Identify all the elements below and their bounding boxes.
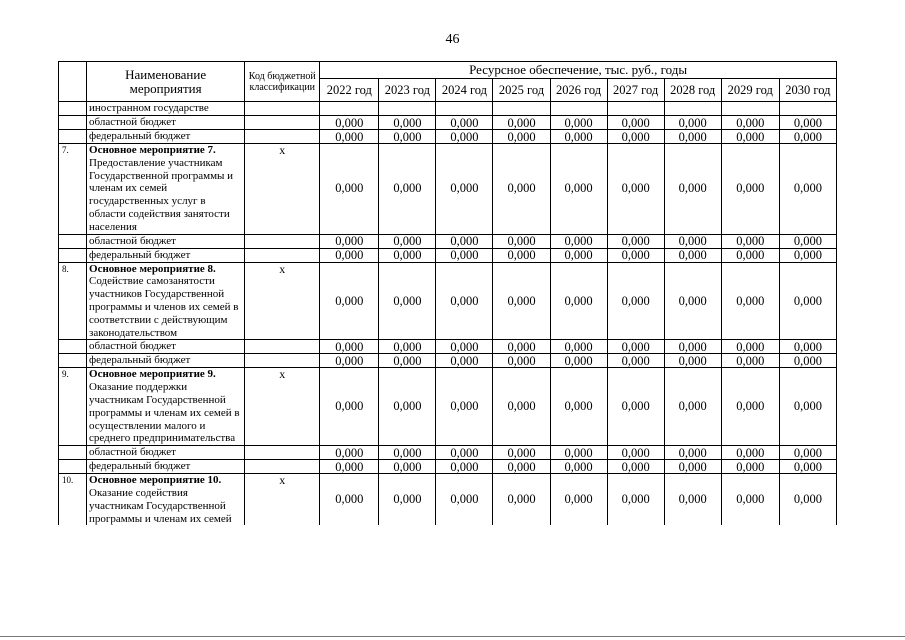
activity-name-cell [87, 368, 245, 446]
value-cell: 0,000 [664, 144, 721, 235]
value-cell [607, 102, 664, 116]
value-cell: 0,000 [436, 130, 493, 144]
value-cell: 0,000 [664, 368, 721, 446]
value-cell: 0,000 [721, 368, 779, 446]
table-row [59, 144, 837, 235]
table-row [59, 116, 837, 130]
value-cell: 0,000 [779, 144, 836, 235]
value-cell: 0,000 [493, 368, 550, 446]
value-cell: 0,000 [379, 354, 436, 368]
code-cell [245, 116, 320, 130]
number-cell [59, 460, 87, 474]
value-cell: 0,000 [721, 340, 779, 354]
code-cell [245, 340, 320, 354]
number-cell: 7. [59, 144, 87, 235]
value-cell: 0,000 [320, 116, 379, 130]
code-cell [245, 460, 320, 474]
value-cell: 0,000 [721, 446, 779, 460]
value-cell: 0,000 [436, 234, 493, 248]
value-cell: 0,000 [721, 460, 779, 474]
value-cell: 0,000 [320, 368, 379, 446]
table-row [59, 340, 837, 354]
value-cell: 0,000 [550, 248, 607, 262]
value-cell: 0,000 [721, 116, 779, 130]
name-cell: федеральный бюджет [87, 460, 245, 474]
number-cell [59, 354, 87, 368]
value-cell: 0,000 [779, 130, 836, 144]
value-cell: 0,000 [779, 368, 836, 446]
name-cell: иностранном государстве [87, 102, 245, 116]
value-cell: 0,000 [607, 368, 664, 446]
code-cell [245, 234, 320, 248]
value-cell: 0,000 [493, 474, 550, 526]
value-cell: 0,000 [550, 368, 607, 446]
value-cell: 0,000 [379, 446, 436, 460]
value-cell: 0,000 [436, 262, 493, 340]
value-cell: 0,000 [436, 248, 493, 262]
value-cell [779, 102, 836, 116]
value-cell: 0,000 [607, 460, 664, 474]
value-cell: 0,000 [320, 340, 379, 354]
value-cell: 0,000 [493, 144, 550, 235]
table-row [59, 234, 837, 248]
value-cell: 0,000 [664, 116, 721, 130]
value-cell: 0,000 [607, 144, 664, 235]
code-cell: х [245, 368, 320, 446]
value-cell: 0,000 [607, 248, 664, 262]
value-cell: 0,000 [493, 248, 550, 262]
value-cell: 0,000 [379, 368, 436, 446]
value-cell: 0,000 [779, 474, 836, 526]
value-cell: 0,000 [550, 474, 607, 526]
value-cell: 0,000 [550, 262, 607, 340]
value-cell [721, 102, 779, 116]
value-cell: 0,000 [379, 262, 436, 340]
table-row [59, 354, 837, 368]
value-cell: 0,000 [607, 446, 664, 460]
value-cell: 0,000 [493, 460, 550, 474]
value-cell [320, 102, 379, 116]
value-cell: 0,000 [379, 340, 436, 354]
value-cell: 0,000 [721, 144, 779, 235]
value-cell: 0,000 [493, 116, 550, 130]
code-cell [245, 446, 320, 460]
name-cell: федеральный бюджет [87, 248, 245, 262]
code-cell [245, 248, 320, 262]
value-cell: 0,000 [379, 116, 436, 130]
value-cell [379, 102, 436, 116]
value-cell: 0,000 [320, 262, 379, 340]
number-cell: 8. [59, 262, 87, 340]
value-cell: 0,000 [379, 144, 436, 235]
resource-table [58, 61, 837, 525]
header-code-cell: Код бюджетной классификации [245, 62, 320, 102]
value-cell: 0,000 [493, 130, 550, 144]
value-cell: 0,000 [664, 446, 721, 460]
activity-name-cell [87, 474, 245, 526]
value-cell: 0,000 [550, 340, 607, 354]
code-cell: х [245, 474, 320, 526]
page-number: 46 [445, 32, 460, 47]
value-cell: 0,000 [779, 354, 836, 368]
value-cell: 0,000 [550, 460, 607, 474]
table-row [59, 248, 837, 262]
activity-description: Содействие самозанятости участников Государственной программы и членов их семей в соответствии с действующим законодательством [89, 275, 239, 339]
number-cell: 10. [59, 474, 87, 526]
number-cell [59, 102, 87, 116]
activity-title: Основное мероприятие 10. [89, 474, 222, 487]
value-cell: 0,000 [607, 354, 664, 368]
value-cell: 0,000 [721, 234, 779, 248]
table-row [59, 446, 837, 460]
value-cell: 0,000 [664, 234, 721, 248]
value-cell: 0,000 [493, 340, 550, 354]
table-row [59, 130, 837, 144]
code-cell [245, 130, 320, 144]
code-cell: х [245, 144, 320, 235]
number-cell [59, 234, 87, 248]
table-row [59, 474, 837, 526]
number-cell: 9. [59, 368, 87, 446]
value-cell: 0,000 [379, 234, 436, 248]
value-cell: 0,000 [779, 116, 836, 130]
value-cell: 0,000 [379, 460, 436, 474]
table-row [59, 368, 837, 446]
activity-title: Основное мероприятие 7. [89, 144, 216, 156]
value-cell: 0,000 [550, 234, 607, 248]
header-resource-cell: Ресурсное обеспечение, тыс. руб., годы [320, 62, 837, 79]
value-cell: 0,000 [493, 262, 550, 340]
value-cell: 0,000 [493, 234, 550, 248]
value-cell: 0,000 [721, 248, 779, 262]
activity-description: Предоставление участникам Государственной программы и членам их семей государственных услуг в области содействия занятости населения [89, 156, 234, 233]
value-cell: 0,000 [550, 354, 607, 368]
table-row [59, 102, 837, 116]
value-cell: 0,000 [664, 354, 721, 368]
header-year: 2028 год [664, 79, 721, 102]
value-cell: 0,000 [320, 354, 379, 368]
value-cell: 0,000 [779, 460, 836, 474]
header-number-cell [59, 62, 87, 102]
header-year: 2023 год [379, 79, 436, 102]
value-cell: 0,000 [550, 116, 607, 130]
header-year: 2027 год [607, 79, 664, 102]
name-cell: областной бюджет [87, 446, 245, 460]
value-cell: 0,000 [379, 474, 436, 526]
value-cell: 0,000 [436, 144, 493, 235]
value-cell: 0,000 [607, 116, 664, 130]
value-cell: 0,000 [779, 234, 836, 248]
value-cell: 0,000 [550, 144, 607, 235]
value-cell: 0,000 [436, 446, 493, 460]
value-cell: 0,000 [721, 262, 779, 340]
value-cell: 0,000 [379, 130, 436, 144]
activity-description: Оказание поддержки участникам Государственной программы и членам их семей в осуществлении малого и среднего предпринимательства [89, 381, 240, 445]
value-cell [664, 102, 721, 116]
value-cell: 0,000 [607, 262, 664, 340]
value-cell: 0,000 [779, 446, 836, 460]
number-cell [59, 340, 87, 354]
number-cell [59, 446, 87, 460]
number-cell [59, 130, 87, 144]
value-cell: 0,000 [721, 354, 779, 368]
value-cell: 0,000 [436, 460, 493, 474]
name-cell: областной бюджет [87, 116, 245, 130]
code-cell: х [245, 262, 320, 340]
value-cell: 0,000 [493, 446, 550, 460]
value-cell: 0,000 [320, 144, 379, 235]
value-cell: 0,000 [607, 234, 664, 248]
table-row [59, 262, 837, 340]
value-cell: 0,000 [779, 248, 836, 262]
value-cell: 0,000 [607, 474, 664, 526]
number-cell [59, 248, 87, 262]
header-year: 2024 год [436, 79, 493, 102]
header-year: 2022 год [320, 79, 379, 102]
value-cell: 0,000 [721, 130, 779, 144]
table-row [59, 460, 837, 474]
activity-description: Оказание содействия участникам Государственной программы и членам их семей [89, 486, 232, 525]
value-cell: 0,000 [320, 248, 379, 262]
value-cell: 0,000 [436, 340, 493, 354]
code-cell [245, 102, 320, 116]
value-cell: 0,000 [493, 354, 550, 368]
value-cell: 0,000 [779, 262, 836, 340]
activity-title: Основное мероприятие 9. [89, 368, 216, 381]
value-cell: 0,000 [779, 340, 836, 354]
code-cell [245, 354, 320, 368]
value-cell: 0,000 [436, 116, 493, 130]
header-name-cell: Наименование мероприятия [87, 62, 245, 102]
activity-name-cell [87, 144, 245, 235]
value-cell: 0,000 [436, 354, 493, 368]
header-year: 2030 год [779, 79, 836, 102]
value-cell: 0,000 [550, 130, 607, 144]
name-cell: областной бюджет [87, 340, 245, 354]
value-cell: 0,000 [379, 248, 436, 262]
value-cell: 0,000 [664, 130, 721, 144]
name-cell: федеральный бюджет [87, 130, 245, 144]
value-cell: 0,000 [664, 474, 721, 526]
value-cell: 0,000 [320, 460, 379, 474]
value-cell [550, 102, 607, 116]
value-cell: 0,000 [721, 474, 779, 526]
header-year: 2029 год [721, 79, 779, 102]
value-cell: 0,000 [436, 474, 493, 526]
activity-name-cell [87, 262, 245, 340]
number-cell [59, 116, 87, 130]
value-cell: 0,000 [607, 340, 664, 354]
name-cell: федеральный бюджет [87, 354, 245, 368]
value-cell: 0,000 [550, 446, 607, 460]
value-cell: 0,000 [320, 446, 379, 460]
value-cell: 0,000 [664, 460, 721, 474]
value-cell: 0,000 [436, 368, 493, 446]
value-cell: 0,000 [320, 474, 379, 526]
activity-title: Основное мероприятие 8. [89, 262, 216, 275]
header-year: 2026 год [550, 79, 607, 102]
value-cell: 0,000 [664, 340, 721, 354]
header-year: 2025 год [493, 79, 550, 102]
value-cell: 0,000 [607, 130, 664, 144]
value-cell: 0,000 [664, 262, 721, 340]
name-cell: областной бюджет [87, 234, 245, 248]
value-cell [493, 102, 550, 116]
value-cell: 0,000 [320, 234, 379, 248]
table-header [59, 62, 837, 102]
value-cell: 0,000 [320, 130, 379, 144]
value-cell [436, 102, 493, 116]
value-cell: 0,000 [664, 248, 721, 262]
page-bottom-border [0, 636, 905, 637]
